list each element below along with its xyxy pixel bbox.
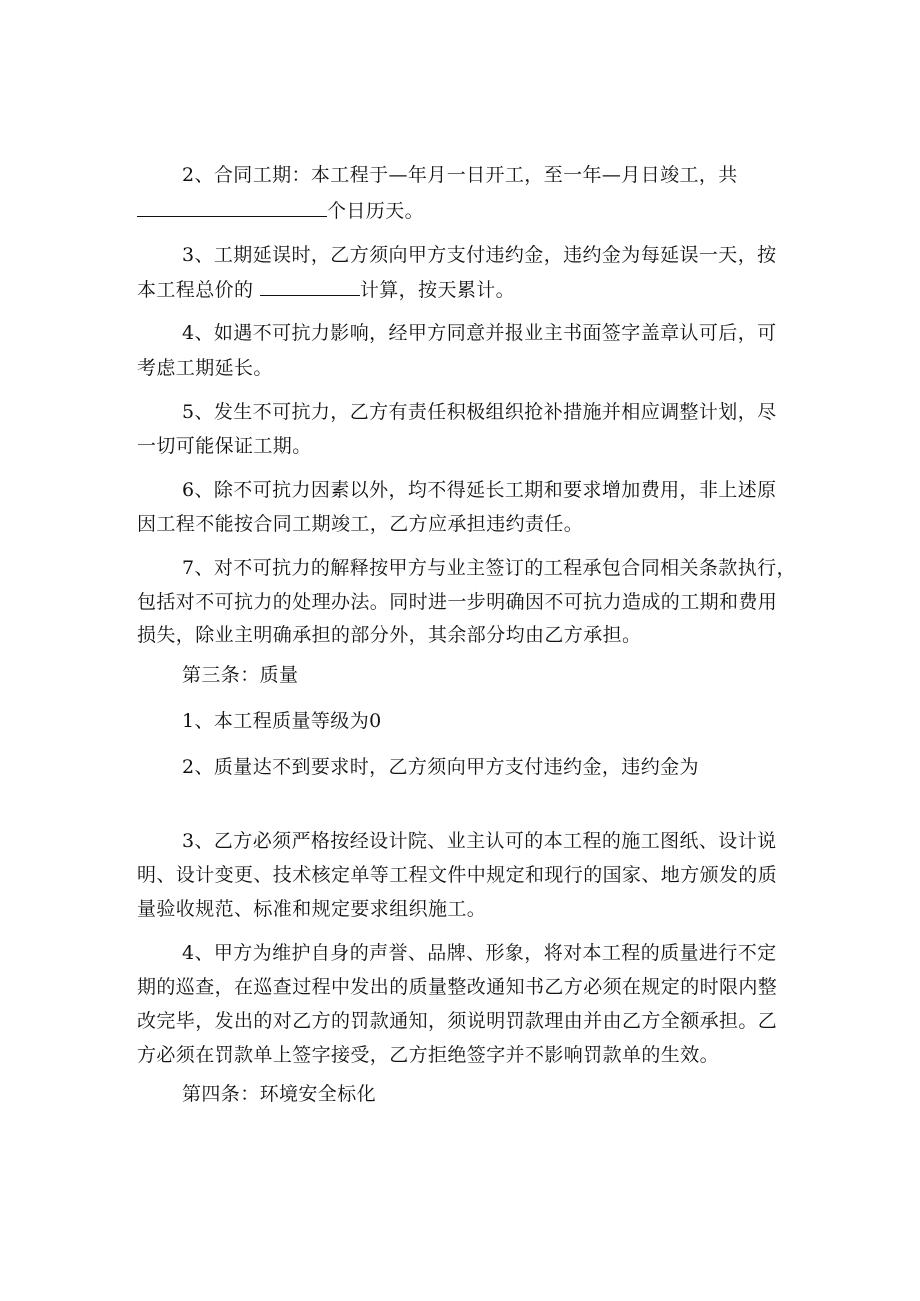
quality-item-3-line-2: 明、设计变更、技术核定单等工程文件中规定和现行的国家、地方颁发的质 <box>137 864 778 886</box>
quality-item-4-line-1: 4、甲方为维护自身的声誉、品牌、形象，将对本工程的质量进行不定 <box>182 942 777 964</box>
quality-item-3-line-1: 3、乙方必须严格按经设计院、业主认可的本工程的施工图纸、设计说 <box>182 830 777 852</box>
quality-item-3-line-3: 量验收规范、标准和规定要求组织施工。 <box>137 898 487 920</box>
quality-item-4-line-2: 期的巡查，在巡查过程中发出的质量整改通知书乙方必须在规定的时限内整 <box>137 976 778 998</box>
clause-6-line-1: 6、除不可抗力因素以外，均不得延长工期和要求增加费用，非上述原 <box>182 479 777 501</box>
clause-3-line-2-suffix: 计算，按天累计。 <box>359 279 516 301</box>
section-3-heading: 第三条：质量 <box>182 664 299 686</box>
clause-3-line-2-prefix: 本工程总价的 <box>137 279 254 301</box>
clause-2-line-2 <box>137 198 424 223</box>
section-4-heading: 第四条：环境安全标化 <box>182 1083 377 1105</box>
clause-3-line-1: 3、工期延误时，乙方须向甲方支付违约金，违约金为每延误一天，按 <box>182 244 777 266</box>
quality-item-4-line-4: 方必须在罚款单上签字接受，乙方拒绝签字并不影响罚款单的生效。 <box>137 1044 720 1066</box>
fill-in-blank[interactable] <box>260 277 360 296</box>
clause-7-line-1: 7、对不可抗力的解释按甲方与业主签订的工程承包合同相关条款执行， <box>182 557 796 579</box>
clause-4-line-2: 考虑工期延长。 <box>137 357 273 379</box>
clause-3-line-2 <box>137 277 515 302</box>
clause-5-line-1: 5、发生不可抗力，乙方有责任积极组织抢补措施并相应调整计划，尽 <box>182 401 777 423</box>
clause-4-line-1: 4、如遇不可抗力影响，经甲方同意并报业主书面签字盖章认可后，可 <box>182 322 777 344</box>
clause-2-line-1: 2、合同工期：本工程于—年月一日开工，至一年—月日竣工，共 <box>182 164 738 186</box>
quality-item-2: 2、质量达不到要求时，乙方须向甲方支付违约金，违约金为 <box>182 756 699 778</box>
clause-5-line-2: 一切可能保证工期。 <box>137 435 312 457</box>
fill-in-blank[interactable] <box>137 198 327 217</box>
clause-7-line-3: 损失，除业主明确承担的部分外，其余部分均由乙方承担。 <box>137 624 642 646</box>
clause-7-line-2: 包括对不可抗力的处理办法。同时进一步明确因不可抗力造成的工期和费用 <box>137 591 778 613</box>
quality-item-4-line-3: 改完毕，发出的对乙方的罚款通知，须说明罚款理由并由乙方全额承担。乙 <box>137 1010 778 1032</box>
clause-6-line-2: 因工程不能按合同工期竣工，乙方应承担违约责任。 <box>137 513 584 535</box>
quality-item-1: 1、本工程质量等级为0 <box>182 710 382 732</box>
clause-2-line-2-text: 个日历天。 <box>327 200 425 222</box>
